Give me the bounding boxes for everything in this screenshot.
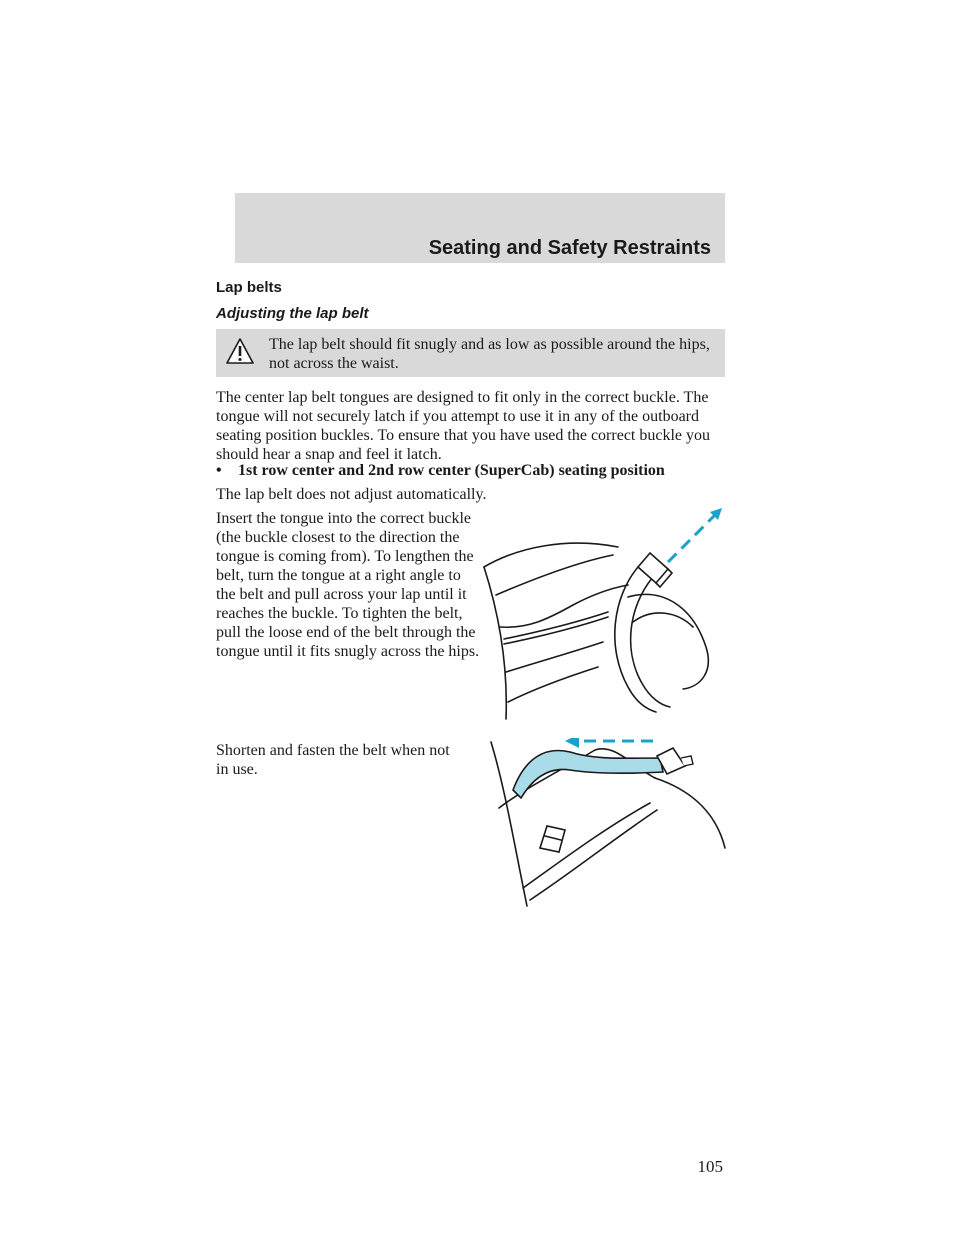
warning-box [216, 329, 725, 377]
warning-triangle-icon [226, 338, 254, 364]
bullet-symbol: • [216, 462, 222, 479]
bullet-text: 1st row center and 2nd row center (SuperCab) seating position [238, 462, 665, 479]
warning-text: The lap belt should fit snugly and as low as possible around the hips, not across the waist. [269, 336, 710, 372]
section-subheading: Adjusting the lap belt [216, 305, 369, 322]
header-band [235, 193, 725, 263]
section-heading: Lap belts [216, 279, 282, 296]
bullet-item [216, 461, 736, 480]
paragraph-no-adjust: The lap belt does not adjust automatically. [216, 486, 487, 503]
paragraph-center-tongues: The center lap belt tongues are designed to fit only in the correct buckle. The tongue will not securely latch if you attempt to use it in any of the outboard seating position buckles. To ensure that you have used the correct buckle you should hear a snap and feel it latch. [216, 389, 711, 463]
paragraph-shorten: Shorten and fasten the belt when not in use. [216, 742, 450, 778]
paragraph-insert-tongue: Insert the tongue into the correct buckle (the buckle closest to the direction the tongue is coming from). To lengthen the belt, turn the tongue at a right angle to the belt and pull across your lap until it reaches the buckle. To tighten the belt, pull the loose end of the belt through the tongue until it fits snugly across the hips. [216, 510, 480, 660]
header-title: Seating and Safety Restraints [428, 237, 711, 259]
lap-belt-lengthen-illustration [478, 507, 728, 722]
page-number: 105 [697, 1157, 723, 1176]
lap-belt-shorten-illustration [485, 738, 730, 908]
